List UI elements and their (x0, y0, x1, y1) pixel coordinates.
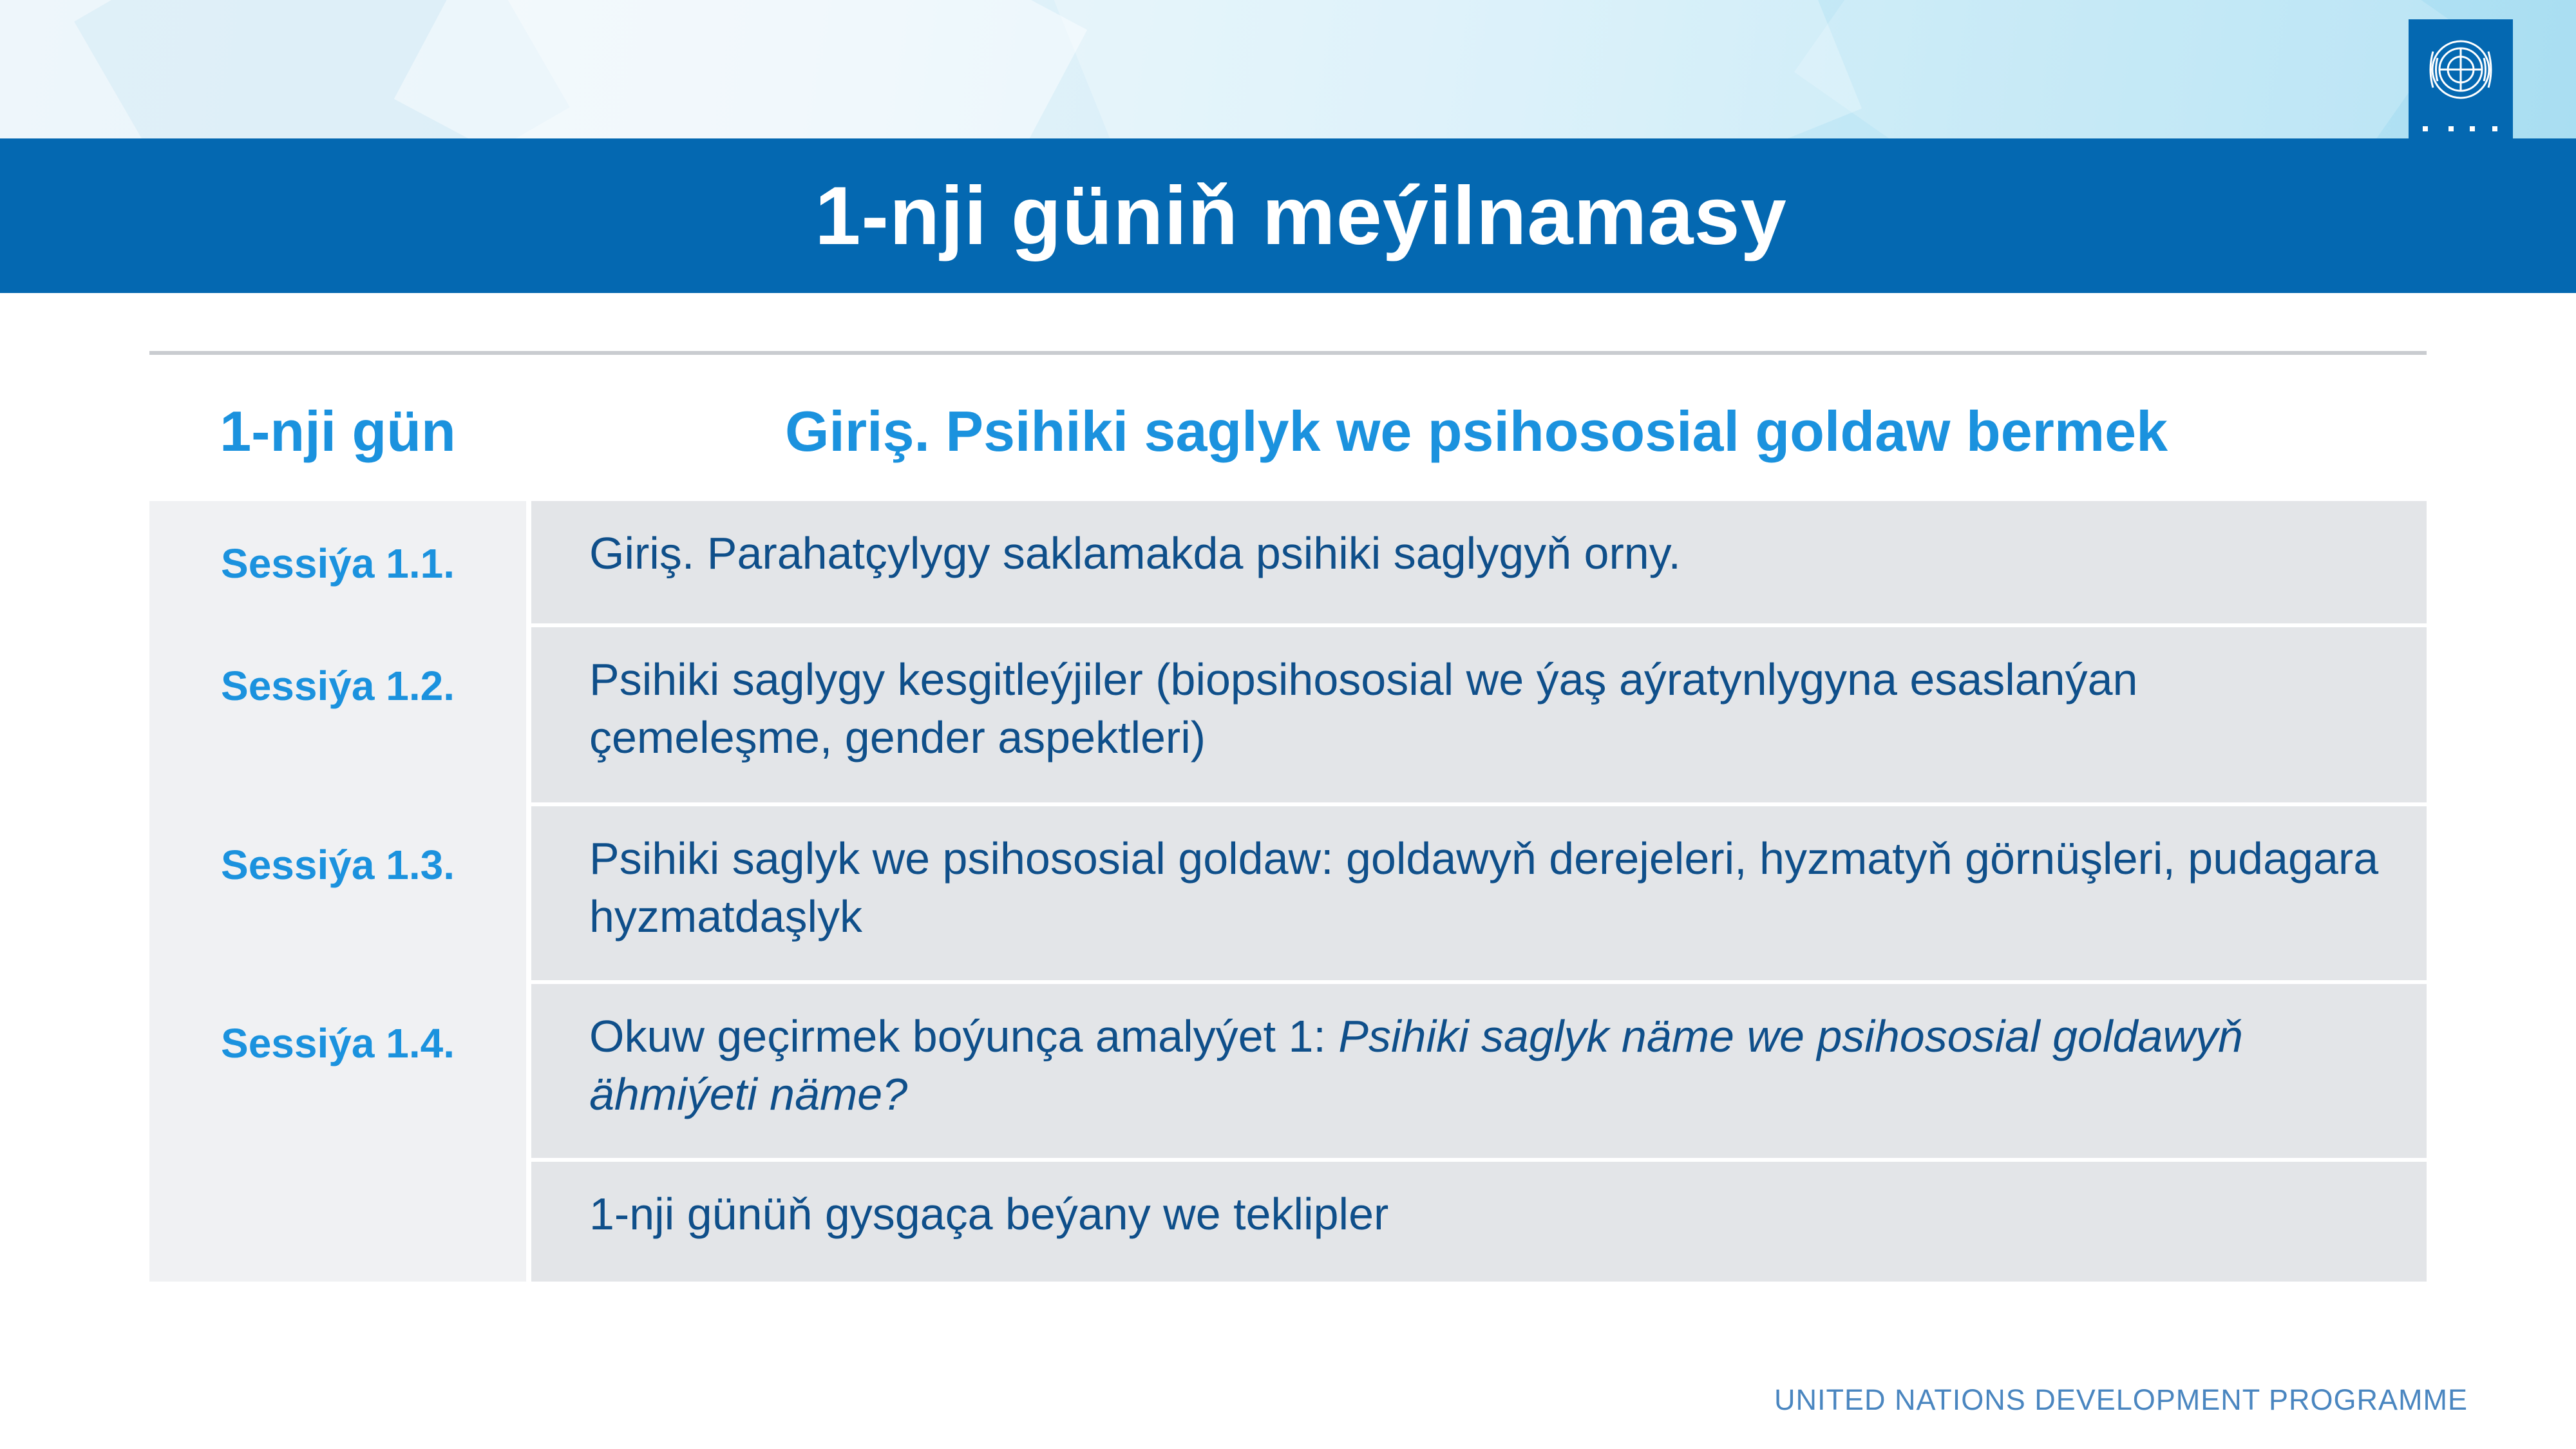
table-row (531, 627, 2427, 802)
session-label: Sessiýa 1.2. (221, 663, 455, 709)
page-title: 1-nji güniň meýilnamasy (815, 169, 1787, 262)
footer-org: UNITED NATIONS DEVELOPMENT PROGRAMME (1774, 1383, 2468, 1416)
column-divider (526, 501, 531, 1282)
table-row (531, 501, 2427, 623)
day-label: 1-nji gün (220, 399, 456, 463)
session-label: Sessiýa 1.1. (221, 540, 455, 587)
table-row (531, 984, 2427, 1158)
table-row (531, 1162, 2427, 1282)
session-label: Sessiýa 1.3. (221, 842, 455, 888)
session-text-italic: Psihiki saglyk näme we psihososial goldawyň ähmiýeti näme? (589, 1011, 2243, 1119)
day-topic: Giriş. Psihiki saglyk we psihososial goldaw bermek (784, 399, 2168, 463)
header-background (0, 0, 2576, 138)
session-label: Sessiýa 1.4. (221, 1020, 455, 1066)
agenda-table (149, 501, 2427, 1282)
session-text: Psihiki saglyk we psihososial goldaw: goldawyň derejeleri, hyzmatyň görnüşleri, pudagara hyzmatdaşlyk (589, 833, 2379, 942)
header-divider (149, 351, 2427, 355)
table-row (531, 806, 2427, 980)
title-band (0, 138, 2576, 293)
un-emblem-icon (2409, 19, 2513, 138)
session-text: Psihiki saglygy kesgitleýjiler (biopsihososial we ýaş aýratynlygyna esaslanýan çemeleşme, gender aspektleri) (589, 654, 2138, 762)
session-text: Okuw geçirmek boýunça amalyýet 1: (589, 1011, 1339, 1061)
table-header (149, 361, 2427, 502)
session-text: Giriş. Parahatçylygy saklamakda psihiki saglygyň orny. (589, 528, 1681, 578)
summary-text: 1-nji günüň gysgaça beýany we teklipler (589, 1189, 1389, 1239)
